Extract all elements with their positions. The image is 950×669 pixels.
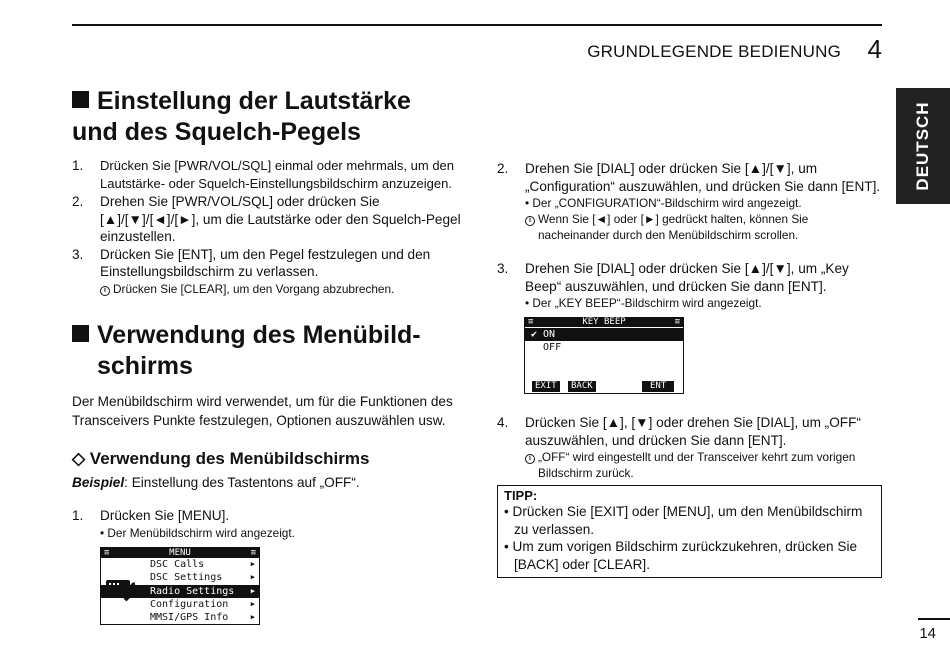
step-text: Drehen Sie [DIAL] oder drücken Sie [▲]/[▼], um „Key Beep“ auszuwählen, und drücken Sie dann [ENT]. xyxy=(525,261,849,294)
note-text: Wenn Sie [◄] oder [►] gedrückt halten, können Sie nacheinander durch den Menübildschirm scrollen. xyxy=(538,212,809,242)
step-note-info xyxy=(497,449,882,481)
list-item xyxy=(72,193,464,246)
section1-steps xyxy=(72,157,464,297)
step-text: Drücken Sie [MENU]. xyxy=(100,508,230,523)
example-label: Beispiel xyxy=(72,475,125,490)
step-number: 3. xyxy=(497,261,509,276)
footer-rule xyxy=(918,618,950,620)
example-line xyxy=(72,473,360,492)
menu-item[interactable] xyxy=(101,571,259,584)
step-number: 2. xyxy=(72,194,84,209)
section2-title-line2: schirms xyxy=(97,352,193,380)
tip-title: TIPP: xyxy=(504,488,538,503)
subsection-heading xyxy=(72,449,472,469)
info-icon: i xyxy=(525,454,535,464)
info-icon: i xyxy=(100,286,110,296)
tip-item: • Drücken Sie [EXIT] oder [MENU], um den Menübildschirm zu verlassen. xyxy=(504,504,863,537)
chevron-right-icon: ▶ xyxy=(250,599,255,608)
chevron-right-icon: ▶ xyxy=(250,560,255,568)
section1-title-line1: Einstellung der Lautstärke xyxy=(97,87,411,115)
menu-screen xyxy=(100,547,260,625)
chapter-number: 4 xyxy=(867,34,882,64)
step-text: Drehen Sie [PWR/VOL/SQL] oder drücken Sie [▲]/[▼]/[◄]/[►], um die Lautstärke oder den Squelch-Pegel einzustellen. xyxy=(100,194,461,244)
subsection-title: ◇ Verwendung des Menübildschirms xyxy=(72,449,370,468)
menu-item-label: Radio Settings xyxy=(150,585,235,597)
square-bullet-icon xyxy=(72,325,89,342)
step-text: Drücken Sie [ENT], um den Pegel festzulegen und den Einstellungsbildschirm zu verlassen. xyxy=(100,246,431,279)
step-text: Drücken Sie [▲], [▼] oder drehen Sie [DIAL], um „OFF“ auszuwählen, und drücken Sie dann [ENT]. xyxy=(525,415,861,448)
menu-item-label: Configuration xyxy=(150,598,229,610)
chevron-right-icon: ▶ xyxy=(250,613,255,622)
menu-item-label: DSC Settings xyxy=(150,572,223,584)
menu-item-label: DSC Calls xyxy=(150,559,205,570)
chevron-right-icon: ▶ xyxy=(250,573,255,582)
menu-screen-header xyxy=(101,548,259,558)
step-number: 4. xyxy=(497,415,509,430)
section2-title-line1: Verwendung des Menübild- xyxy=(97,321,421,349)
list-item xyxy=(72,507,462,541)
step-text: Drehen Sie [DIAL] oder drücken Sie [▲]/[▼], um „Configuration“ auszuwählen, und drücken Sie dann [ENT]. xyxy=(525,161,881,194)
section1-title-line2: und des Squelch-Pegels xyxy=(72,118,361,146)
menu-screen-title: MENU xyxy=(169,548,191,558)
section1-note xyxy=(72,281,464,297)
step-number: 2. xyxy=(497,161,509,176)
square-bullet-icon xyxy=(72,91,89,108)
header-rule xyxy=(72,24,882,26)
step-text: Drücken Sie [PWR/VOL/SQL] einmal oder mehrmals, um den Lautstärke- oder Squelch-Einstellungsbildschirm anzuzeigen. xyxy=(100,158,455,191)
chapter-title: GRUNDLEGENDE BEDIENUNG xyxy=(587,42,841,61)
menu-lines-icon: ≡ xyxy=(528,317,534,327)
menu-item[interactable] xyxy=(101,598,259,611)
list-item xyxy=(497,260,882,311)
keybeep-screen-header xyxy=(525,318,683,327)
menu-item-selected[interactable] xyxy=(101,585,259,598)
step-note-info xyxy=(497,211,882,243)
section2-intro: Der Menübildschirm wird verwendet, um für die Funktionen des Transceivers Punkte festzulegen, Optionen auszuwählen usw. xyxy=(72,394,453,428)
list-item xyxy=(497,160,882,243)
note-text: „OFF“ wird eingestellt und der Transceiver kehrt zum vorigen Bildschirm zurück. xyxy=(538,450,856,480)
language-tab xyxy=(896,88,950,204)
exit-softkey[interactable]: EXIT xyxy=(532,381,560,392)
menu-item[interactable] xyxy=(101,611,259,624)
ent-softkey[interactable]: ENT xyxy=(642,381,674,392)
chevron-right-icon: ▶ xyxy=(250,586,255,595)
list-item xyxy=(72,157,464,192)
menu-item-label: MMSI/GPS Info xyxy=(150,612,229,624)
step-number: 1. xyxy=(72,158,84,173)
section1-heading xyxy=(72,86,472,148)
section2-heading xyxy=(72,320,472,382)
tip-box xyxy=(497,485,882,578)
softkey-bar xyxy=(526,381,682,392)
option-on[interactable]: ✔ ON xyxy=(525,328,683,341)
menu-lines-icon: ≡ xyxy=(250,548,256,558)
step-note: • Der Menübildschirm wird angezeigt. xyxy=(100,525,295,540)
menu-item[interactable] xyxy=(101,558,259,571)
step-number: 1. xyxy=(72,508,84,523)
language-tab-label: DEUTSCH xyxy=(913,101,932,191)
note-text: Drücken Sie [CLEAR], um den Vorgang abzubrechen. xyxy=(113,281,395,296)
list-item xyxy=(72,246,464,281)
tip-item: • Um zum vorigen Bildschirm zurückzukehren, drücken Sie [BACK] oder [CLEAR]. xyxy=(504,539,858,572)
menu-lines-icon: ≡ xyxy=(674,317,680,327)
info-icon: i xyxy=(525,216,535,226)
option-off[interactable]: OFF xyxy=(531,342,562,353)
step-note: • Der „KEY BEEP“-Bildschirm wird angezeigt. xyxy=(525,296,762,310)
keybeep-screen-title: KEY BEEP xyxy=(582,317,626,327)
step-number: 3. xyxy=(72,246,84,262)
back-softkey[interactable]: BACK xyxy=(568,381,596,392)
page-number: 14 xyxy=(919,625,936,642)
list-item xyxy=(497,414,882,481)
step-note: • Der „CONFIGURATION“-Bildschirm wird angezeigt. xyxy=(525,196,802,210)
example-text: : Einstellung des Tastentons auf „OFF“. xyxy=(124,475,360,490)
menu-lines-icon: ≡ xyxy=(104,548,110,558)
keybeep-screen xyxy=(524,317,684,394)
